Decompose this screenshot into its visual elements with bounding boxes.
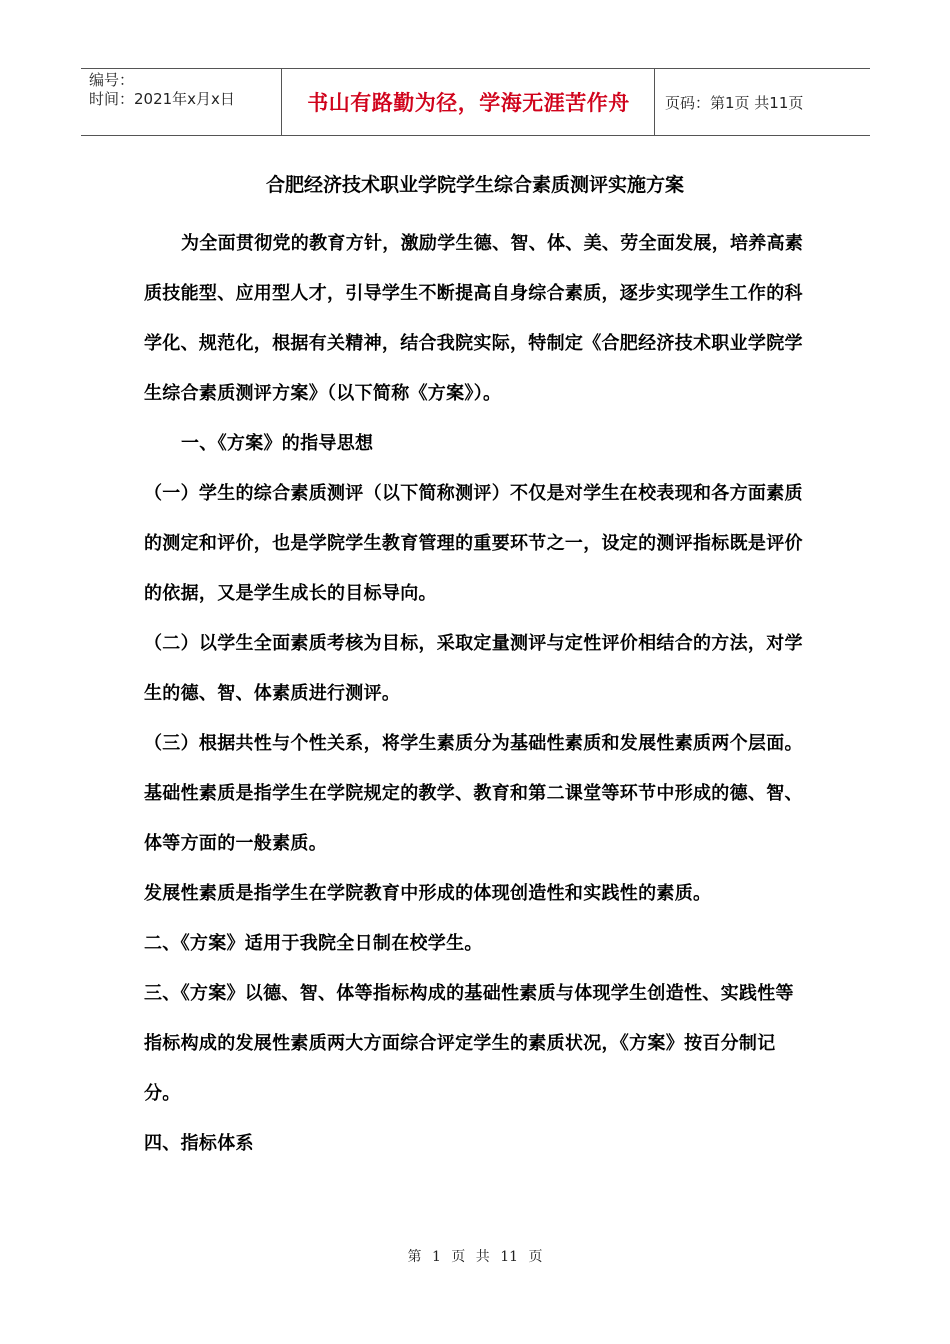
intro-paragraph: 为全面贯彻党的教育方针，激励学生德、智、体、美、劳全面发展，培养高素质技能型、应用型人才，引导学生不断提高自身综合素质，逐步实现学生工作的科学化、规范化，根据有关精神，结合我院实际，特制定《合肥经济技术职业学院学生综合素质测评方案》（以下简称《方案》）。 xyxy=(144,233,804,404)
section-heading: 三、《方案》以德、智、体等指标构成的基础性素质与体现学生创造性、实践性等指标构成的发展性素质两大方面综合评定学生的素质状况，《方案》按百分制记分。 xyxy=(144,983,794,1104)
body-paragraph: 基础性素质是指学生在学院规定的教学、教育和第二课堂等环节中形成的德、智、体等方面的一般素质。 xyxy=(144,783,803,854)
page-header xyxy=(81,68,870,136)
body-paragraph: （一）学生的综合素质测评（以下简称测评）不仅是对学生在校表现和各方面素质的测定和评价，也是学院学生教育管理的重要环节之一，设定的测评指标既是评价的依据，又是学生成长的目标导向。 xyxy=(144,483,803,604)
header-divider xyxy=(654,69,655,135)
document-title: 合肥经济技术职业学院学生综合素质测评实施方案 xyxy=(265,174,684,196)
time-label: 时间：2021年x月x日 xyxy=(89,90,235,108)
section-heading: 一、《方案》的指导思想 xyxy=(181,433,374,454)
body-paragraph: 发展性素质是指学生在学院教育中形成的体现创造性和实践性的素质。 xyxy=(144,883,712,904)
section-heading: 四、指标体系 xyxy=(144,1133,254,1154)
document-body xyxy=(144,219,804,1169)
header-motto: 书山有路勤为径，学海无涯苦作舟 xyxy=(307,91,630,115)
header-meta xyxy=(89,71,235,109)
body-paragraph: （三）根据共性与个性关系，将学生素质分为基础性素质和发展性素质两个层面。 xyxy=(144,733,803,754)
body-paragraph: （二）以学生全面素质考核为目标，采取定量测评与定性评价相结合的方法，对学生的德、智、体素质进行测评。 xyxy=(144,633,803,704)
section-heading: 二、《方案》适用于我院全日制在校学生。 xyxy=(144,933,483,954)
header-page-info: 页码：第1页 共11页 xyxy=(665,93,804,112)
page-footer: 第 1 页 共 11 页 xyxy=(407,1249,543,1265)
header-divider xyxy=(281,69,282,135)
number-label: 编号： xyxy=(89,71,135,89)
